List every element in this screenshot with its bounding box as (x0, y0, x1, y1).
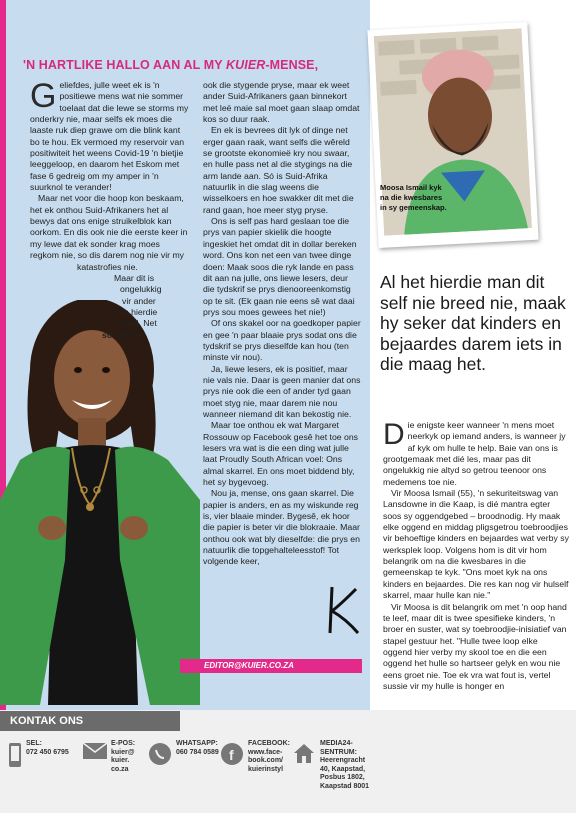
dropcap-d: D (383, 418, 405, 451)
letter-greeting: 'N HARTLIKE HALLO AAN AL MY KUIER-MENSE, (23, 58, 319, 72)
email-contact[interactable]: E-POS: kuier@ kuier. co.za (111, 740, 136, 773)
contact-title: KONTAK ONS (0, 711, 180, 731)
whatsapp-icon (148, 742, 172, 766)
facebook-contact[interactable]: FACEBOOK: www.face- book.com/ kuierinstyl (248, 740, 290, 773)
signature-k (322, 585, 362, 635)
address-contact: MEDIA24- SENTRUM: Heerengracht 40, Kaapstad, Posbus 1802, Kaapstad 8001 (320, 740, 370, 790)
svg-text:f: f (229, 747, 234, 763)
editor-email-badge[interactable]: EDITOR@KUIER.CO.ZA (180, 659, 362, 673)
phone-contact[interactable]: SEL: 072 450 6795 (26, 740, 69, 756)
photo-caption: Moosa Ismail kyk na die kwesbares in sy gemeenskap. (380, 183, 447, 212)
letter-column-2: ook die stygende pryse, maar ek weet ander Suid-Afrikaners gaan binnekort met leë maie sal moet gaan slaap omdat kos so duur raak. En ek is bevrees dit lyk of dinge net erger gaan raak, want selfs die wêreld se grootste ekonomieë kry nou swaar, en hulle pass net al die stygings na die arm lande aan. Só is Suid-Afrika natuurlik in die slag weens die wisselkoers en hoe swakker dit met die rand gaan, hoe meer styg pryse. Ons is self pas hard geslaan toe die prys van papier skielik die hoogte ingeskiet het omdat dit in dollar bereken word. Ons kon net een van twee dinge doen: Maak soos die ryk lande en pass dit aan na julle, ons liewe lesers, deur die tydskrif se prys dienooreenkomstig op te sit. (Ek gaan nie eens sê wat daai prys sou moes gewees het nie!) Of ons skakel oor na goedkoper papier en gee 'n paar blaaie prys sodat ons die tydskrif se prys dieselfde kan hou (ten minste vir nou). Ja, liewe lesers, ek is positief, maar nie vals nie. Daar is geen manier dat ons prys nie ook die een of ander tyd gaan moet styg nie, maar darem nie nou wanneer niemand dit kan bekostig nie. Maar toe onthou ek wat Margaret Rossouw op Facebook gesê het toe ons lesers vra wat is die een ding wat julle laat Proudly South African voel: Ons almal skarrel. En ons moet biddend bly, het sy bygevoeg. Nou ja, mense, ons gaan skarrel. Die papier is anders, en as my wiskunde reg is, vier blaaie minder. Bygesê, ek hoor die papier is beter vir die blokraaie. Maar onthou ook wat bly dieselfde: die prys en natuurlik die topgehalteleesstof! Tot volgende keer, (203, 80, 361, 567)
facebook-icon (220, 742, 244, 766)
article-column: Die enigste keer wanneer 'n mens moet neerkyk op iemand anders, is wanneer jy af kyk om hulle te help. Baie van ons is grootgemaak met dié les, maar pas dit ongelukkig nie altyd so getrou teenoor ons medemens toe nie. Vir Moosa Ismail (55), 'n sekuriteitswag van Lansdowne in die Kaap, is dié mantra egter soos sy oggendgebed – broodnodig. Hy maak elke oggend en middag pligsgetrou toebroodjies vir behoeftige kinders en bejaardes wat verby sy werksplek loop. Volgens hom is dit vir hom belangrik om na die kwesbares in die gemeenskap te kyk. "Ons moet kyk na ons kinders en bejaardes. Die res kan nog vir hulself skarrel, maar hulle kan nie." Vir Moosa is dit belangrik om met 'n oop hand te leef, maar dit is twee spesifieke kinders, 'n broer en suster, wat sy toebroodjie-inisiatief van stapel gestuur het. "Hulle twee loop elke oggend hier verby my skool toe en die een oggend het hulle so hartseer gelyk en wou nie eens groet nie. Toe ek vra wat fout is, vertel sussie vir my hulle is honger en (383, 418, 569, 691)
whatsapp-contact[interactable]: WHATSAPP: 060 784 0589 (176, 740, 219, 756)
phone-icon (8, 742, 22, 768)
pull-quote: Al het hierdie man dit self nie breed nie, maak hy seker dat kinders en bejaardes darem iets in die maag het. (380, 272, 566, 374)
dropcap-g: G (30, 77, 57, 115)
letter-column-1: Geliefdes, julle weet ek is 'n positiewe mens wat nie sommer toelaat dat die lewe se storms my onderkry nie, maar selfs ek moes die laaste ruk diep grawe om die blink kant bo te hou. Ek vermoed my reservoir van positiwiteit het weens Covid-19 'n bietjie leeggeloop, en daarom het Eskom met fase 6 gedreig om my amper in 'n suurknol te verander! Maar net voor die hoop kon beskaam, het ek onthou Suid-Afrikaners het al bewys dat ons enige struikelblok kan oorkom. En dis ook nie die eerste keer in my lewe dat ek sonder krag moes regkom nie, so dis darem nog nie vir my katastrofies nie. Maar dit is ongelukkig vir ander in hierdie land. Net só voel ek (30, 77, 189, 340)
email-icon (82, 742, 108, 760)
photo-frame (367, 22, 538, 248)
home-icon (292, 742, 316, 764)
